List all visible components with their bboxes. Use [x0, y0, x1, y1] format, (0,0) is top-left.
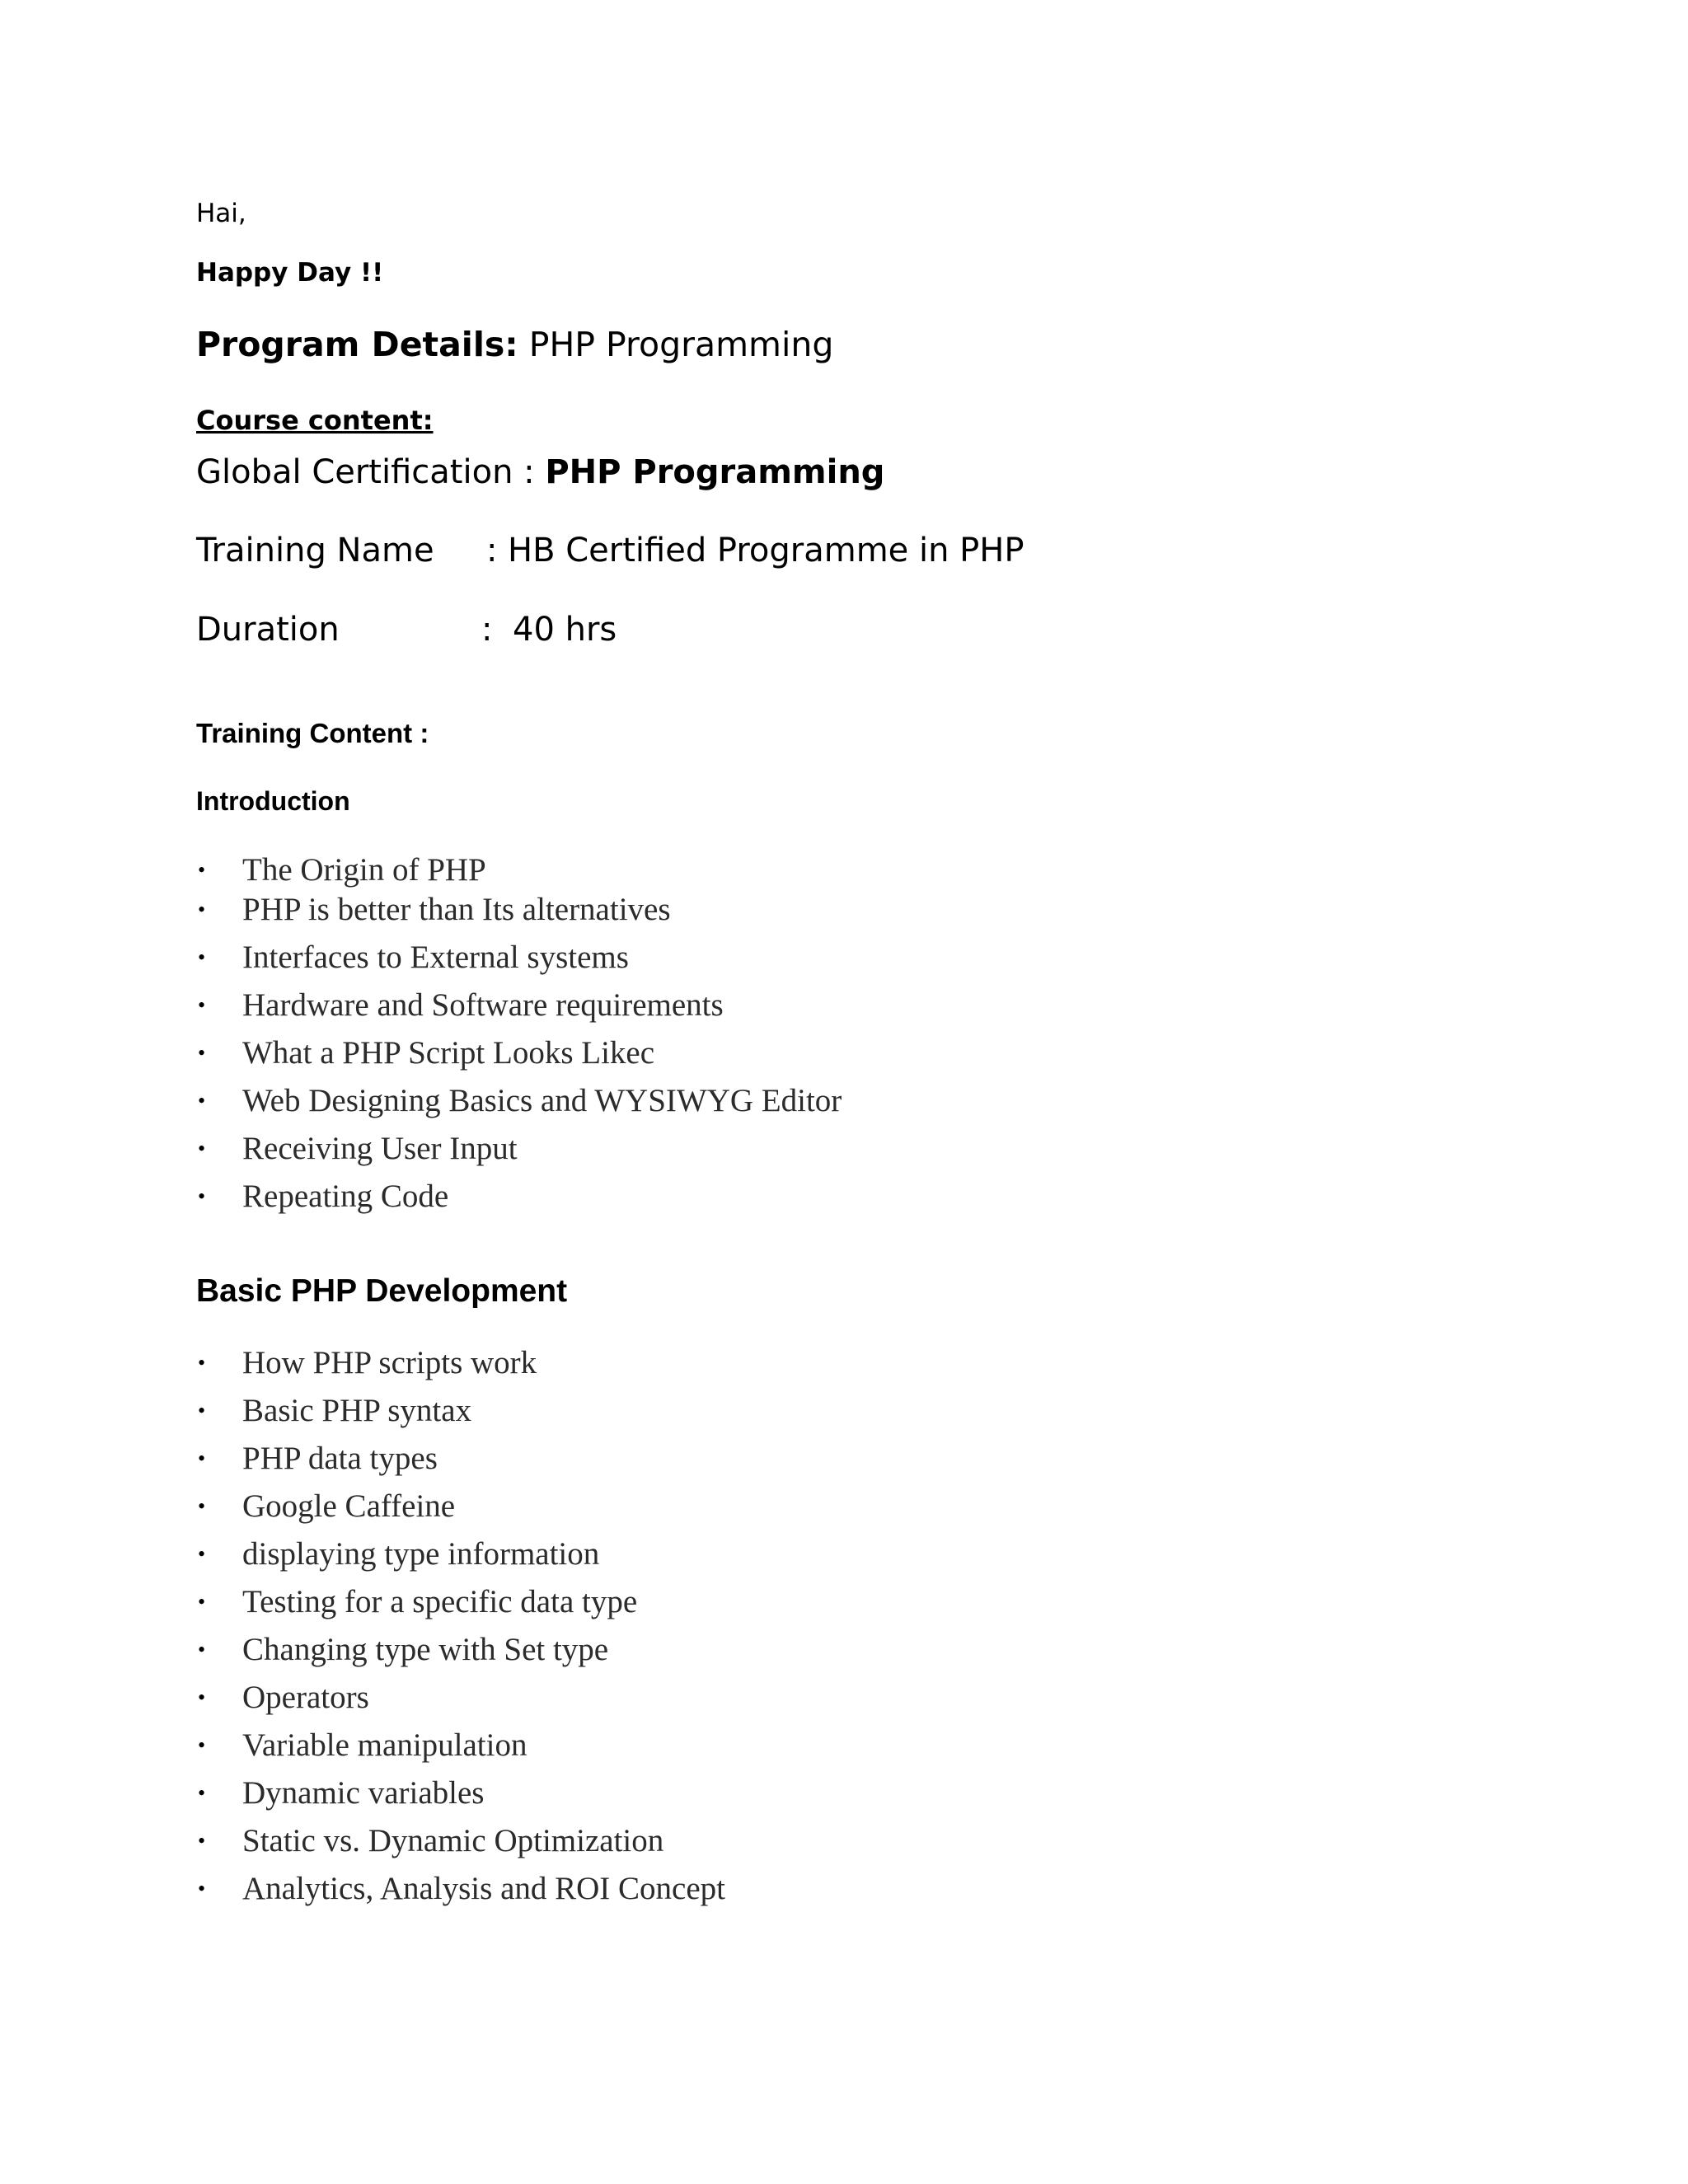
duration-value: 40 hrs [513, 611, 617, 649]
list-item: • Hardware and Software requirements [196, 982, 842, 1029]
program-details [196, 325, 834, 364]
list-item: • Analytics, Analysis and ROI Concept [196, 1865, 725, 1913]
course-content-heading: Course content: [196, 405, 434, 436]
list-item: • What a PHP Script Looks Likec [196, 1029, 842, 1077]
bullet-icon: • [198, 1041, 206, 1065]
bullet-icon: • [198, 945, 206, 969]
list-item: • Testing for a specific data type [196, 1578, 725, 1626]
training-name-value: HB Certified Programme in PHP [508, 532, 1025, 569]
training-name-row [196, 532, 1025, 569]
list-item: • Receiving User Input [196, 1125, 842, 1173]
bullet-icon: • [198, 1399, 206, 1422]
list-item: • The Origin of PHP [196, 846, 842, 886]
bullet-icon: • [198, 1685, 206, 1709]
certification-value: PHP Programming [545, 453, 885, 491]
bullet-icon: • [198, 1590, 206, 1614]
list-item: • Dynamic variables [196, 1769, 725, 1817]
list-item: • Web Designing Basics and WYSIWYG Editor [196, 1077, 842, 1125]
list-item: • Variable manipulation [196, 1722, 725, 1769]
list-item: • Operators [196, 1674, 725, 1722]
duration-row [196, 611, 617, 649]
bullet-icon: • [198, 1781, 206, 1805]
bullet-icon: • [198, 1184, 206, 1208]
list-item: • Repeating Code [196, 1173, 842, 1221]
certification-label: Global Certification [196, 453, 513, 491]
list-item: • PHP data types [196, 1435, 725, 1483]
basic-php-heading: Basic PHP Development [196, 1273, 568, 1309]
bullet-icon: • [198, 1733, 206, 1757]
certification-row [196, 453, 885, 491]
duration-separator: : [481, 611, 493, 649]
bullet-icon: • [198, 1446, 206, 1470]
duration-label: Duration [196, 611, 340, 649]
introduction-list [196, 846, 842, 1221]
bullet-icon: • [198, 898, 206, 921]
training-content-heading: Training Content : [196, 718, 429, 748]
bullet-icon: • [198, 1829, 206, 1853]
bullet-icon: • [198, 1351, 206, 1375]
program-details-value: PHP Programming [528, 325, 834, 364]
training-name-separator: : [486, 532, 498, 569]
list-item: • PHP is better than Its alternatives [196, 886, 842, 934]
training-name-label: Training Name [196, 532, 434, 569]
introduction-heading: Introduction [196, 786, 350, 816]
list-item: • Changing type with Set type [196, 1626, 725, 1674]
bullet-icon: • [198, 993, 206, 1017]
bullet-icon: • [198, 1638, 206, 1661]
bullet-icon: • [198, 1877, 206, 1900]
basic-php-list [196, 1339, 725, 1913]
bullet-icon: • [198, 1089, 206, 1113]
list-item: • Interfaces to External systems [196, 934, 842, 982]
list-item: • displaying type information [196, 1530, 725, 1578]
certification-separator: : [523, 453, 535, 491]
list-item: • How PHP scripts work [196, 1339, 725, 1387]
bullet-icon: • [198, 1494, 206, 1518]
list-item: • Basic PHP syntax [196, 1387, 725, 1435]
bullet-icon: • [198, 1542, 206, 1566]
bullet-icon: • [198, 1137, 206, 1160]
greeting: Hai, [196, 199, 246, 228]
list-item: • Google Caffeine [196, 1483, 725, 1530]
program-details-label: Program Details: [196, 325, 518, 364]
happy-day-line: Happy Day !! [196, 258, 384, 288]
bullet-icon: • [198, 858, 206, 882]
list-item: • Static vs. Dynamic Optimization [196, 1817, 725, 1865]
